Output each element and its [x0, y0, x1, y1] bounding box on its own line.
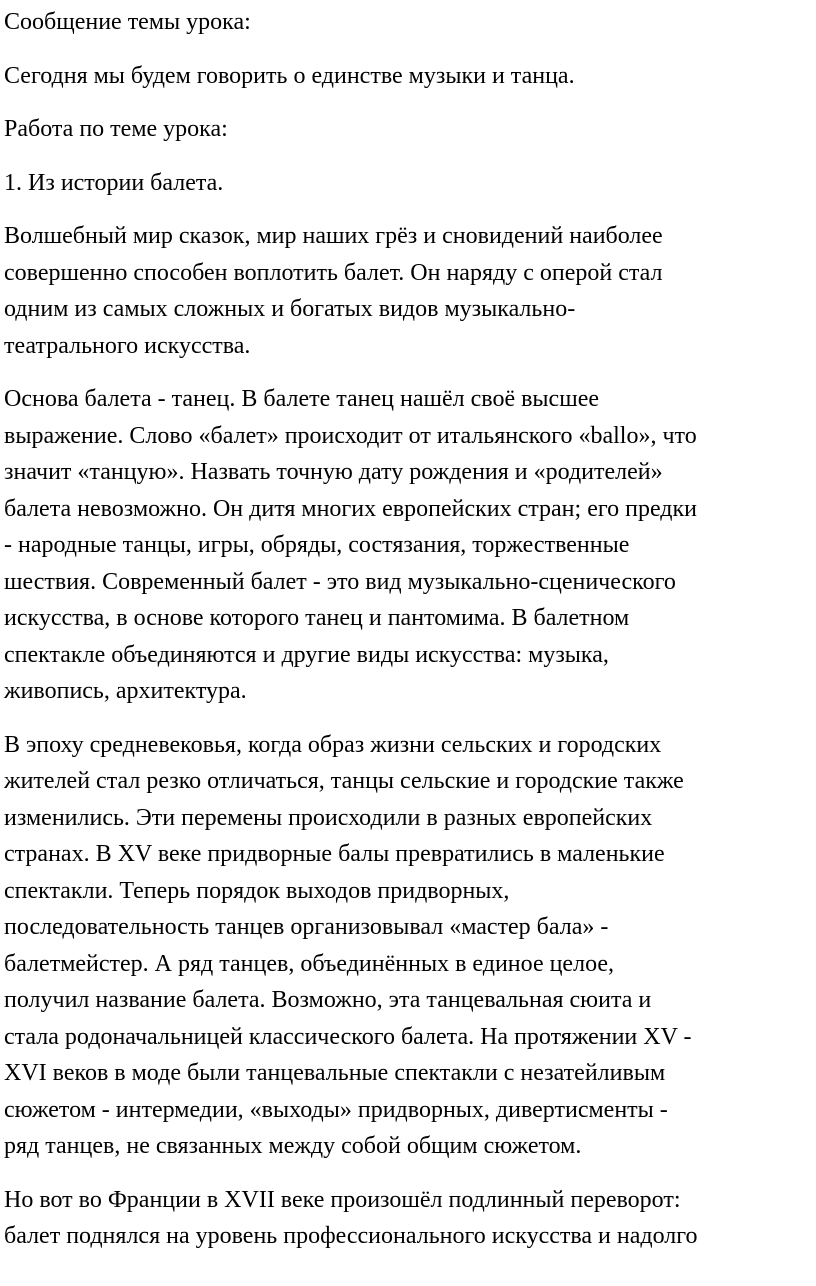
- text-line: балетмейстер. А ряд танцев, объединённых в единое целое,: [4, 950, 615, 977]
- text-line: В эпоху средневековья, когда образ жизни сельских и городских: [4, 731, 662, 758]
- text-line: ряд танцев, не связанных между собой общим сюжетом.: [4, 1133, 582, 1159]
- text-line: Работа по теме урока:: [4, 116, 228, 142]
- text-line: выражение. Слово «балет» происходит от итальянского «ballo», что: [4, 422, 697, 449]
- text-line: балета невозможно. Он дитя многих европейских стран; его предки: [4, 495, 697, 522]
- text-line: сюжетом - интермедии, «выходы» придворных, дивертисменты -: [4, 1096, 668, 1123]
- text-line: последовательность танцев организовывал «мастер бала» -: [4, 914, 609, 940]
- lesson-topic-heading: [4, 4, 816, 41]
- text-line: 1. Из истории балета.: [4, 169, 224, 196]
- text-line: значит «танцую». Назвать точную дату рождения и «родителей»: [4, 459, 663, 485]
- text-line: живопись, архитектура.: [4, 678, 247, 704]
- text-line: спектакле объединяются и другие виды искусства: музыка,: [4, 641, 609, 668]
- text-line: шествия. Современный балет - это вид музыкально-сценического: [4, 568, 676, 595]
- text-line: жителей стал резко отличаться, танцы сельские и городские также: [4, 768, 684, 794]
- text-line: изменились. Эти перемены происходили в разных европейских: [4, 804, 653, 831]
- lesson-intro-paragraph: [4, 58, 816, 95]
- paragraph-middle-ages: [4, 727, 816, 1165]
- paragraph-magic-world: [4, 218, 816, 364]
- text-line: Основа балета - танец. В балете танец нашёл своё высшее: [4, 386, 599, 412]
- text-line: Но вот во Франции в XVII веке произошёл подлинный переворот:: [4, 1186, 681, 1213]
- paragraph-france-17th-century: [4, 1182, 816, 1255]
- text-line: XVI веков в моде были танцевальные спектакли с незатейливым: [4, 1060, 666, 1086]
- text-line: получил название балета. Возможно, эта танцевальная сюита и: [4, 987, 652, 1013]
- text-line: одним из самых сложных и богатых видов музыкально-: [4, 296, 576, 322]
- text-line: балет поднялся на уровень профессионального искусства и надолго: [4, 1223, 698, 1249]
- text-line: Сегодня мы будем говорить о единстве музыки и танца.: [4, 62, 575, 89]
- text-line: спектакли. Теперь порядок выходов придворных,: [4, 877, 510, 904]
- text-line: совершенно способен воплотить балет. Он наряду с оперой стал: [4, 259, 663, 286]
- text-line: искусства, в основе которого танец и пантомима. В балетном: [4, 605, 630, 631]
- text-line: стала родоначальницей классического балета. На протяжении XV -: [4, 1023, 692, 1050]
- text-line: театрального искусства.: [4, 332, 251, 359]
- text-line: странах. В XV веке придворные балы превратились в маленькие: [4, 841, 665, 867]
- text-line: - народные танцы, игры, обряды, состязания, торжественные: [4, 532, 630, 558]
- section-heading-ballet-history: [4, 165, 816, 202]
- text-line: Сообщение темы урока:: [4, 9, 251, 35]
- text-line: Волшебный мир сказок, мир наших грёз и сновидений наиболее: [4, 223, 663, 249]
- lesson-work-heading: [4, 111, 816, 148]
- paragraph-ballet-basis: [4, 381, 816, 710]
